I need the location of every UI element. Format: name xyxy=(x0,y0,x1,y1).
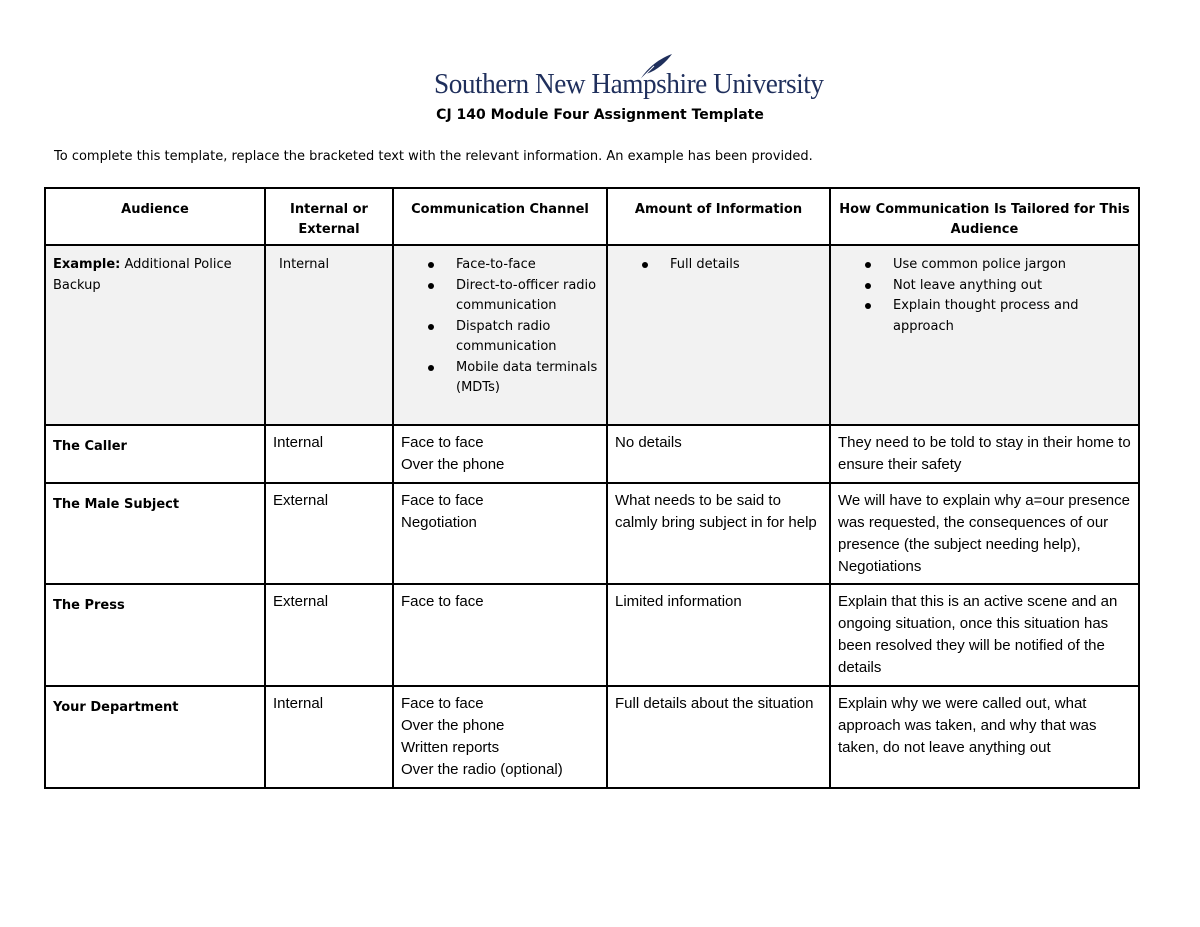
table-header-row xyxy=(45,188,1139,245)
row-tailored: We will have to explain why a=our presence was requested, the consequences of our presence (the subject needing help), Negotiations xyxy=(830,483,1139,584)
example-tailored-list xyxy=(831,255,1138,337)
row-channels xyxy=(393,425,607,483)
table-row xyxy=(45,686,1139,788)
example-amount-cell xyxy=(607,245,830,425)
list-item: Mobile data terminals (MDTs) xyxy=(394,358,606,399)
example-row xyxy=(45,245,1139,425)
column-header-channel: Communication Channel xyxy=(393,188,607,245)
row-amount: Full details about the situation xyxy=(607,686,830,788)
table-row xyxy=(45,483,1139,584)
column-header-tailored: How Communication Is Tailored for This Audience xyxy=(830,188,1139,245)
row-internal-external: Internal xyxy=(265,686,393,788)
row-amount: What needs to be said to calmly bring subject in for help xyxy=(607,483,830,584)
example-tailored-cell xyxy=(830,245,1139,425)
example-amount-list xyxy=(608,255,829,276)
channel-line: Face to face xyxy=(401,593,484,610)
list-item: Use common police jargon xyxy=(831,255,1138,276)
channel-line: Face to face xyxy=(401,695,484,712)
list-item: Dispatch radio communication xyxy=(394,317,606,358)
table-row xyxy=(45,584,1139,686)
column-header-audience: Audience xyxy=(45,188,265,245)
list-item: Explain thought process and approach xyxy=(831,296,1138,337)
university-logo xyxy=(434,52,824,106)
row-tailored: Explain why we were called out, what approach was taken, and why that was taken, do not leave anything out xyxy=(830,686,1139,788)
instructions-text: To complete this template, replace the bracketed text with the relevant information. An example has been provided. xyxy=(54,149,813,164)
row-internal-external: External xyxy=(265,584,393,686)
example-prefix: Example: xyxy=(53,257,121,272)
channel-line: Face to face xyxy=(401,492,484,509)
row-audience: The Male Subject xyxy=(45,483,265,584)
row-channels xyxy=(393,584,607,686)
channel-line: Face to face xyxy=(401,434,484,451)
logo-wordmark: Southern New Hampshire University xyxy=(434,68,824,100)
channel-line: Written reports xyxy=(401,739,500,756)
row-amount: No details xyxy=(607,425,830,483)
quill-icon xyxy=(634,52,674,82)
document-title: CJ 140 Module Four Assignment Template xyxy=(436,107,764,123)
channel-line: Over the phone xyxy=(401,717,505,734)
channel-line: Over the phone xyxy=(401,456,505,473)
list-item: Face-to-face xyxy=(394,255,606,276)
row-channels xyxy=(393,686,607,788)
list-item: Not leave anything out xyxy=(831,276,1138,297)
row-audience: The Caller xyxy=(45,425,265,483)
list-item: Full details xyxy=(608,255,829,276)
row-tailored: They need to be told to stay in their home to ensure their safety xyxy=(830,425,1139,483)
example-channels-list xyxy=(394,255,606,399)
communication-table xyxy=(44,187,1140,789)
row-tailored: Explain that this is an active scene and an ongoing situation, once this situation has been resolved they will be notified of the details xyxy=(830,584,1139,686)
row-internal-external: Internal xyxy=(265,425,393,483)
row-amount: Limited information xyxy=(607,584,830,686)
row-channels xyxy=(393,483,607,584)
row-internal-external: External xyxy=(265,483,393,584)
row-audience: The Press xyxy=(45,584,265,686)
list-item: Direct-to-officer radio communication xyxy=(394,276,606,317)
example-audience: Additional Police Backup xyxy=(53,257,232,293)
example-audience-cell xyxy=(45,245,265,425)
column-header-internal-external: Internal or External xyxy=(265,188,393,245)
channel-line: Over the radio (optional) xyxy=(401,761,563,778)
example-internal-external: Internal xyxy=(265,245,393,425)
example-channels-cell xyxy=(393,245,607,425)
table-row xyxy=(45,425,1139,483)
channel-line: Negotiation xyxy=(401,514,477,531)
column-header-amount: Amount of Information xyxy=(607,188,830,245)
row-audience: Your Department xyxy=(45,686,265,788)
